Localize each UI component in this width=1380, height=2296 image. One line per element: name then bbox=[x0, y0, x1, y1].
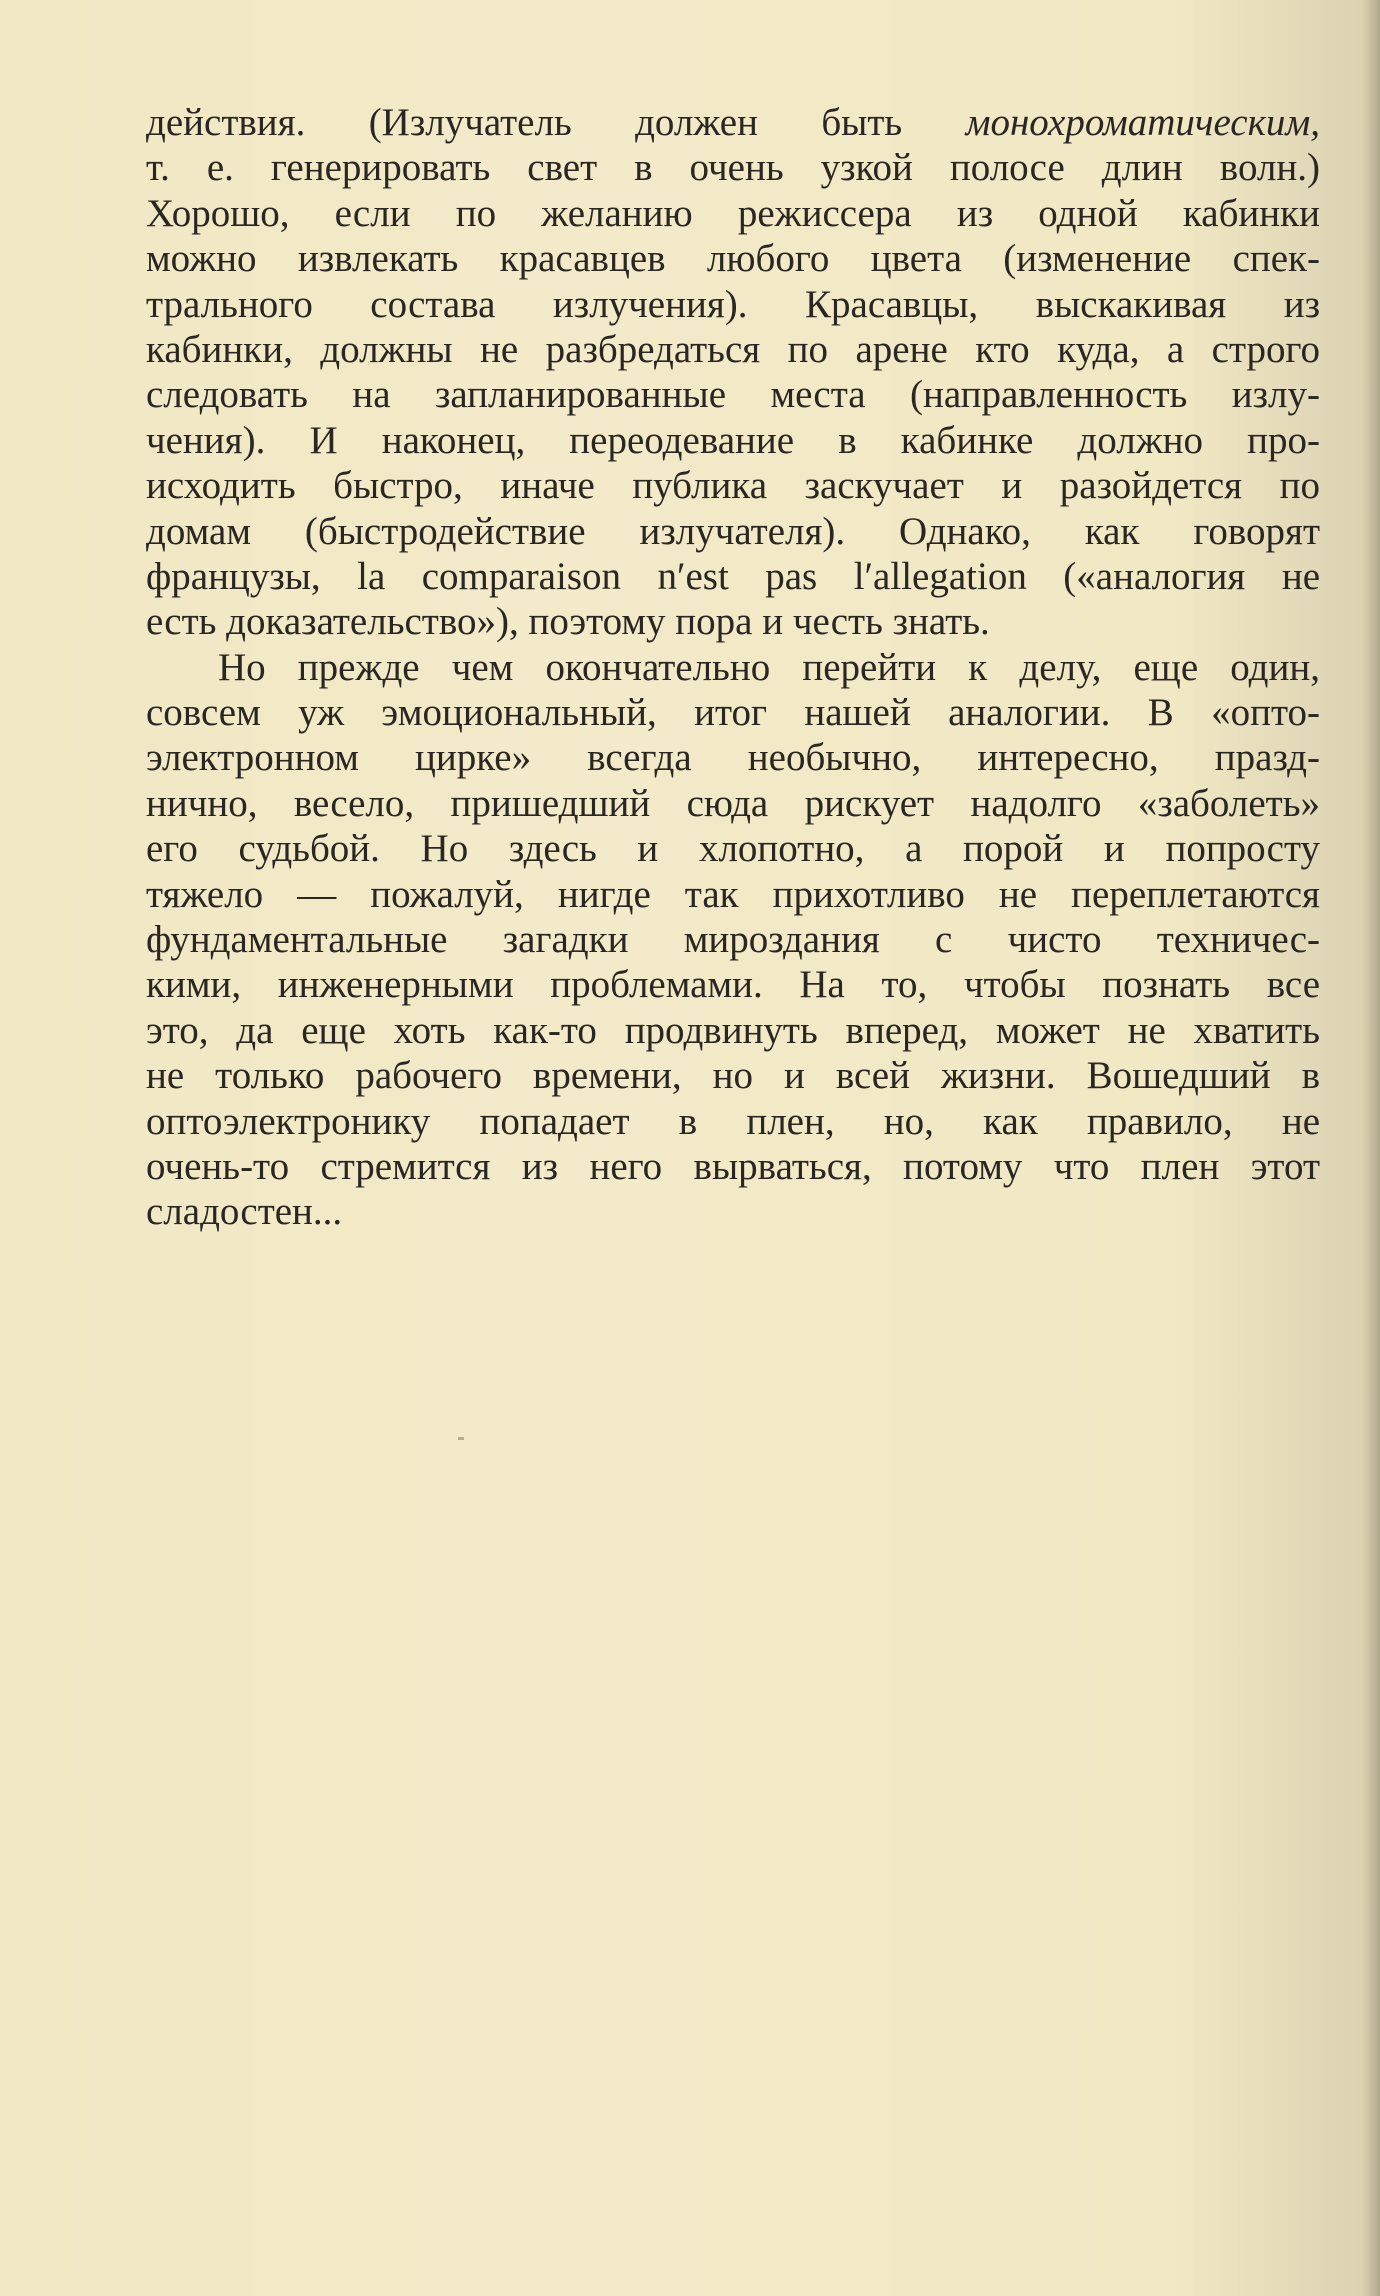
text-line: следовать на запланированные места (направленность излу- bbox=[146, 373, 1320, 417]
paragraph-2 bbox=[146, 645, 1320, 1235]
text-line: Но прежде чем окончательно перейти к делу, еще один, bbox=[218, 645, 1320, 689]
text-span: действия. (Излучатель должен быть bbox=[146, 101, 966, 144]
text-line: его судьбой. Но здесь и хлопотно, а порой и попросту bbox=[146, 827, 1320, 871]
text-line: фундаментальные загадки мироздания с чисто техничес- bbox=[146, 918, 1320, 962]
text-line: очень-то стремится из него вырваться, потому что плен этот bbox=[146, 1144, 1320, 1188]
text-line: тяжело — пожалуй, нигде так прихотливо не переплетаются bbox=[146, 872, 1320, 916]
text-line: кабинки, должны не разбредаться по арене кто куда, а строго bbox=[146, 327, 1320, 371]
text-line: исходить быстро, иначе публика заскучает и разойдется по bbox=[146, 464, 1320, 508]
text-line: электронном цирке» всегда необычно, интересно, празд- bbox=[146, 736, 1320, 780]
text-line: чения). И наконец, переодевание в кабинке должно про- bbox=[146, 418, 1320, 462]
text-line: домам (быстродействие излучателя). Однако, как говорят bbox=[146, 509, 1320, 553]
paragraph-1 bbox=[146, 100, 1320, 645]
text-line: Хорошо, если по желанию режиссера из одной кабинки bbox=[146, 191, 1320, 235]
text-line: оптоэлектронику попадает в плен, но, как правило, не bbox=[146, 1099, 1320, 1143]
text-line: сладостен... bbox=[146, 1190, 343, 1234]
text-line: трального состава излучения). Красавцы, выскакивая из bbox=[146, 282, 1320, 326]
text-line: нично, весело, пришедший сюда рискует надолго «заболеть» bbox=[146, 781, 1320, 825]
text-line: кими, инженерными проблемами. На то, чтобы познать все bbox=[146, 963, 1320, 1007]
italic-term: монохроматическим, bbox=[965, 101, 1320, 144]
body-text bbox=[146, 100, 1320, 1235]
page-edge-shadow bbox=[1362, 0, 1380, 2296]
text-line: не только рабочего времени, но и всей жизни. Вошедший в bbox=[146, 1054, 1320, 1098]
text-line: это, да еще хоть как-то продвинуть вперед, может не хватить bbox=[146, 1008, 1320, 1052]
text-line: есть доказательство»), поэтому пора и честь знать. bbox=[146, 600, 990, 644]
print-speck bbox=[458, 1437, 464, 1440]
text-line: т. е. генерировать свет в очень узкой полосе длин волн.) bbox=[146, 146, 1320, 190]
text-line: французы, la comparaison n′est pas l′allegation («аналогия не bbox=[146, 554, 1320, 598]
text-line: совсем уж эмоциональный, итог нашей аналогии. В «опто- bbox=[146, 691, 1320, 735]
text-line: можно извлекать красавцев любого цвета (изменение спек- bbox=[146, 237, 1320, 281]
text-line bbox=[146, 100, 1320, 145]
